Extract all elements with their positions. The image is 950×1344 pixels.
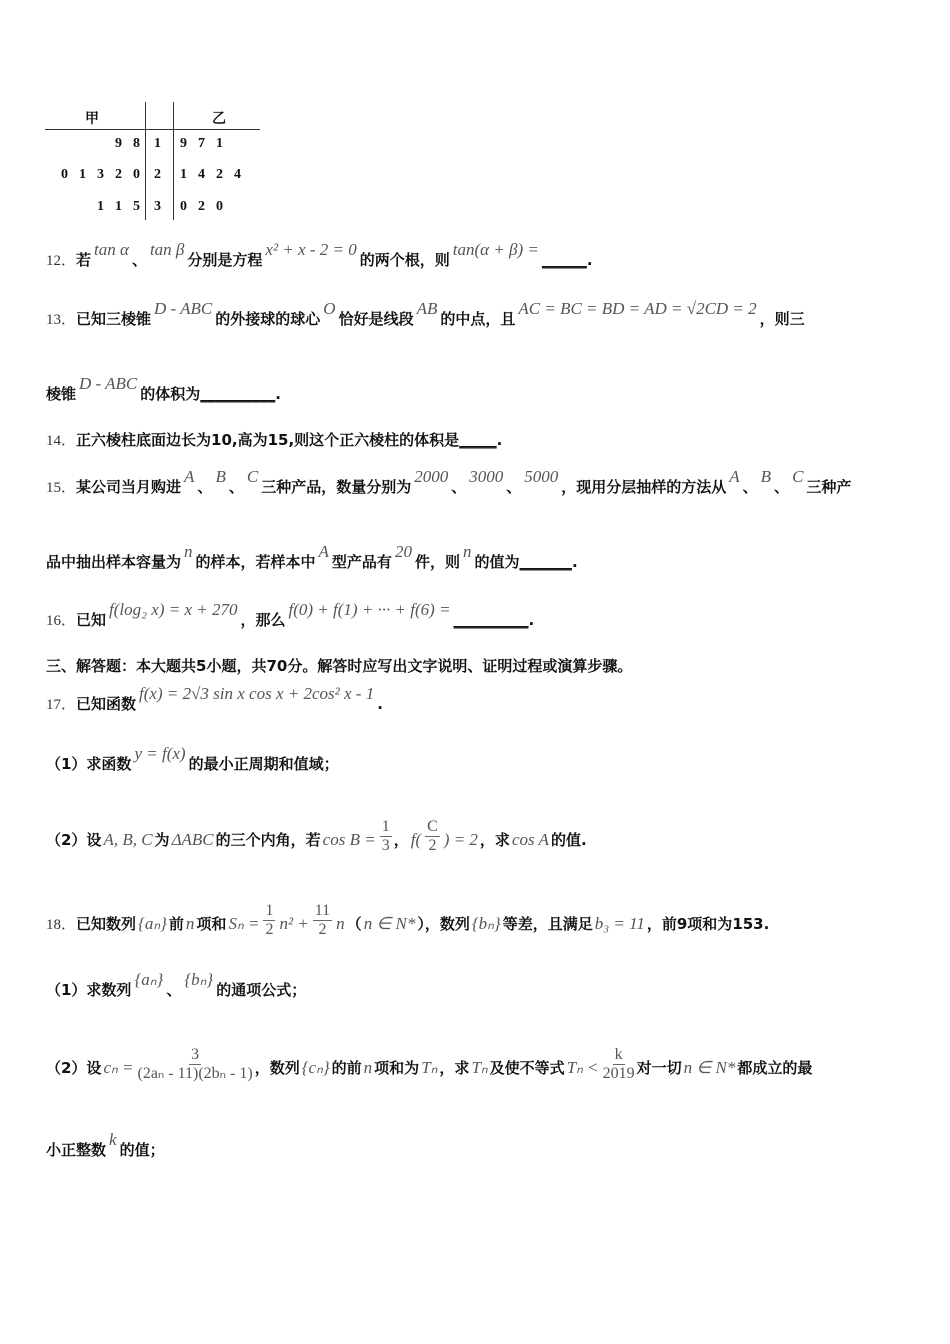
text: 前 (168, 915, 184, 933)
text: 的三个内角，若 (215, 831, 321, 849)
plot-divider-left (145, 102, 146, 220)
math-expression: k (109, 1130, 117, 1149)
math-expression: D - ABC (79, 374, 138, 393)
math-expression: f(x) = 2√3 sin x cos x + 2cos² x - 1 (139, 684, 375, 703)
text: 分别是方程 (187, 251, 263, 269)
text: （1）求函数 (46, 755, 132, 773)
math-expression: 2000 (414, 467, 449, 486)
math-expression: AC = BC = BD = AD = √2CD = 2 (518, 299, 757, 318)
leaf-left: 9 8 (115, 136, 140, 151)
math-expression: x² + x - 2 = 0 (265, 240, 357, 259)
math-expression: y = f(x) (134, 744, 186, 763)
text: 若 (76, 251, 92, 269)
text: 的样本，若样本中 (195, 553, 316, 571)
text: ，求 (479, 831, 510, 849)
math-expression: Tₙ < (566, 1058, 599, 1077)
math-expression: f( (410, 830, 422, 849)
question-line (46, 684, 383, 715)
text: 、 (197, 478, 213, 496)
text: 的两个根，则 (359, 251, 450, 269)
text: ），数列 (417, 915, 470, 933)
denominator: (2aₙ - 11)(2bₙ - 1) (137, 1065, 253, 1082)
text: 的值为 (474, 553, 520, 571)
answer-blank: _______ (519, 553, 572, 571)
question-line (46, 374, 281, 404)
text: 已知 (76, 611, 107, 629)
text: 正六棱柱底面边长为10,高为15,则这个正六棱柱的体积是 (76, 431, 460, 449)
leaf-right: 0 2 0 (180, 199, 223, 214)
math-expression: n (336, 914, 345, 933)
question-line (46, 299, 805, 330)
question-line (46, 902, 770, 943)
math-expression: tan β (149, 240, 185, 259)
leaf-left: 0 1 3 2 0 (61, 167, 140, 182)
question-line (46, 467, 852, 498)
question-line (46, 1046, 813, 1087)
leaf-left: 1 1 5 (97, 199, 140, 214)
math-expression: tan(α + β) = (452, 240, 539, 259)
text: 、 (742, 478, 758, 496)
math-expression: A, B, C (103, 830, 153, 849)
text: 三、解答题：本大题共5小题，共70分。解答时应写出文字说明、证明过程或演算步骤。 (46, 657, 633, 675)
math-expression: D - ABC (154, 299, 213, 318)
text: 及使不等式 (489, 1059, 565, 1077)
text: ，数列 (254, 1059, 300, 1077)
math-expression: B (215, 467, 226, 486)
text: . (571, 553, 578, 571)
text: 件，则 (414, 553, 460, 571)
text: ，则三 (759, 310, 805, 328)
math-expression: cos A (511, 830, 549, 849)
text: 的最小正周期和值域； (188, 755, 339, 773)
math-expression: Tₙ (421, 1058, 438, 1077)
text: ，前9项和为153. (646, 915, 770, 933)
question-number: 12． (46, 253, 77, 269)
text: 恰好是线段 (338, 310, 414, 328)
text: 项和 (196, 915, 227, 933)
text: 型产品有 (331, 553, 392, 571)
math-expression: C (792, 467, 804, 486)
leaf-right: 9 7 1 (180, 136, 223, 151)
math-expression: cₙ = (103, 1058, 134, 1077)
numerator: C (427, 818, 438, 835)
math-expression: n (185, 914, 195, 933)
text: 、 (506, 478, 522, 496)
math-expression: n (462, 542, 472, 561)
math-expression: Sₙ = (228, 914, 260, 933)
math-expression: A (184, 467, 195, 486)
answer-blank: _____ (459, 431, 497, 449)
math-expression: tan α (94, 240, 129, 259)
question-number: 16． (46, 613, 77, 629)
text: 、 (451, 478, 467, 496)
math-expression: 5000 (524, 467, 559, 486)
question-number: 13． (46, 312, 77, 328)
question-line (46, 970, 307, 1000)
text: 已知数列 (76, 915, 137, 933)
denominator: 2 (428, 837, 437, 854)
math-expression: cos B = (322, 830, 376, 849)
text: 、 (131, 251, 147, 269)
math-expression: 20 (394, 542, 412, 561)
math-expression: AB (416, 299, 438, 318)
denominator: 2019 (602, 1065, 635, 1082)
denominator: 3 (381, 837, 390, 854)
text: 的值； (119, 1141, 165, 1159)
numerator: 1 (265, 902, 274, 919)
math-expression: n² + (279, 914, 309, 933)
text: 某公司当月购进 (76, 478, 182, 496)
text: 三种产品，数量分别为 (261, 478, 412, 496)
question-line (46, 430, 502, 451)
stem-value: 3 (154, 199, 161, 214)
question-number: 17． (46, 697, 77, 713)
math-expression: B (760, 467, 772, 486)
math-expression: {cₙ} (301, 1058, 330, 1077)
plot-header-rule (45, 129, 260, 130)
text: 棱锥 (46, 385, 77, 403)
denominator: 2 (265, 921, 274, 938)
text: ，那么 (240, 611, 286, 629)
math-fraction (603, 1046, 635, 1083)
math-fraction (380, 818, 392, 855)
text: 项和为 (374, 1059, 420, 1077)
text: 已知函数 (76, 695, 137, 713)
math-expression: n (363, 1058, 373, 1077)
question-line (46, 542, 578, 572)
text: . (275, 385, 281, 403)
question-line (46, 656, 632, 676)
math-expression: n ∈ N* (683, 1058, 736, 1077)
text: 、 (774, 478, 790, 496)
math-expression: f(0) + f(1) + ··· + f(6) = (288, 600, 451, 619)
text: 的外接球的球心 (215, 310, 321, 328)
math-expression: A (318, 542, 329, 561)
math-fraction (263, 902, 275, 939)
text: 的体积为 (140, 385, 201, 403)
text: 对一切 (636, 1059, 682, 1077)
stem-value: 2 (154, 167, 161, 182)
text: ，现用分层抽样的方法从 (561, 478, 727, 496)
leaf-right: 1 4 2 4 (180, 167, 241, 182)
math-expression: {aₙ} (134, 970, 164, 989)
question-line (46, 818, 587, 859)
text: （2）设 (46, 1059, 102, 1077)
math-expression: n (184, 542, 193, 561)
header-jia: 甲 (85, 112, 99, 127)
math-expression: b₃ = 11 (594, 914, 645, 933)
question-number: 18． (46, 917, 77, 933)
numerator: 1 (381, 818, 390, 835)
header-yi: 乙 (212, 112, 226, 127)
text: （ (346, 915, 362, 933)
math-expression: n ∈ N* (363, 914, 416, 933)
question-number: 14． (46, 433, 77, 449)
plot-divider-right (173, 102, 174, 220)
text: 的中点，且 (440, 310, 516, 328)
math-expression: {bₙ} (184, 970, 214, 989)
math-expression: {bₙ} (471, 914, 501, 933)
math-fraction (137, 1046, 252, 1083)
text: 已知三棱锥 (76, 310, 152, 328)
text: . (377, 695, 383, 713)
numerator: 3 (191, 1046, 200, 1063)
math-expression: ) = 2 (443, 830, 478, 849)
math-fraction (425, 818, 440, 855)
text: ，求 (439, 1059, 470, 1077)
text: 、 (228, 478, 244, 496)
math-expression: Tₙ (471, 1058, 488, 1077)
text: 都成立的最 (737, 1059, 813, 1077)
question-number: 15． (46, 480, 77, 496)
math-expression: 3000 (469, 467, 504, 486)
question-line (46, 744, 339, 774)
question-line (46, 600, 535, 631)
numerator: 11 (314, 902, 331, 919)
math-expression: A (729, 467, 740, 486)
answer-blank: __________ (453, 611, 529, 629)
text: ， (393, 831, 409, 849)
text: . (586, 251, 593, 269)
text: 的通项公式； (216, 981, 307, 999)
text: 的前 (331, 1059, 362, 1077)
denominator: 2 (318, 921, 327, 938)
question-line (46, 240, 593, 271)
text: 为 (154, 831, 170, 849)
math-expression: f(log₂ x) = x + 270 (109, 600, 238, 619)
math-expression: {aₙ} (138, 914, 167, 933)
text: （2）设 (46, 831, 102, 849)
stem-value: 1 (154, 136, 161, 151)
text: 三种产 (806, 478, 852, 496)
text: 小正整数 (46, 1141, 107, 1159)
numerator: k (614, 1046, 623, 1063)
text: 等差，且满足 (502, 915, 593, 933)
question-line (46, 1130, 165, 1160)
text: （1）求数列 (46, 981, 132, 999)
text: . (528, 611, 535, 629)
answer-blank: ______ (541, 251, 587, 269)
answer-blank: __________ (200, 385, 276, 403)
math-expression: O (323, 299, 336, 318)
math-fraction (313, 902, 332, 939)
text: 品中抽出样本容量为 (46, 553, 182, 571)
math-expression: ΔABC (171, 830, 214, 849)
text: 、 (166, 981, 182, 999)
text: 的值. (550, 831, 587, 849)
math-expression: C (246, 467, 259, 486)
text: . (496, 431, 503, 449)
